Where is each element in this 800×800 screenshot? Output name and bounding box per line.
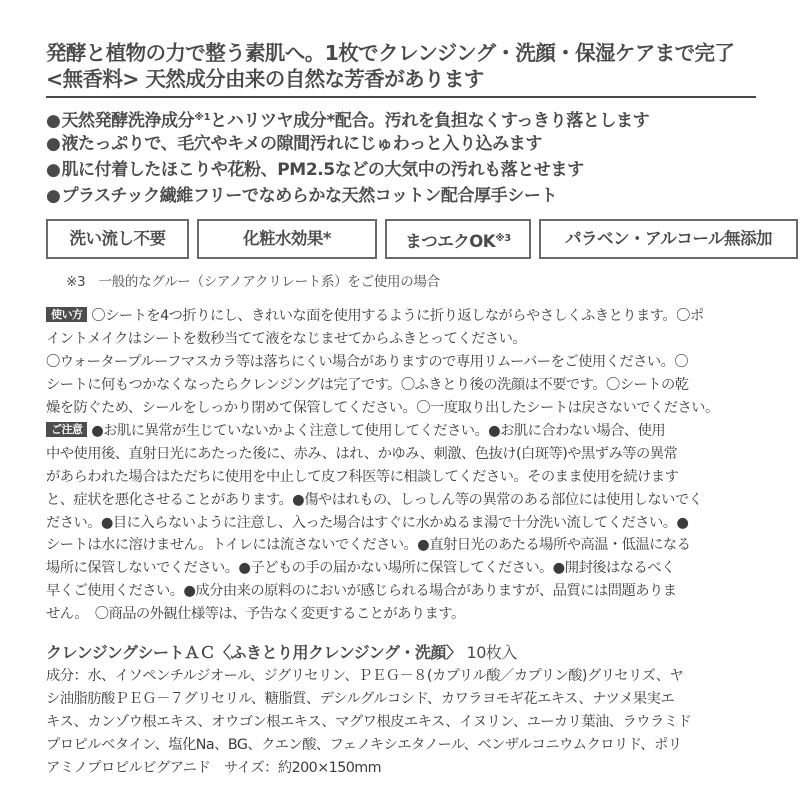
header-divider bbox=[46, 96, 756, 98]
caution-line: ご注意 ●お肌に異常が生じていないかよく注意して使用してください。●お肌に合わない場合、使用 bbox=[46, 420, 766, 443]
ingredients-line: シ油脂肪酸ＰＥＧ－７グリセリル、糖脂質、デシルグルコシド、カワラヨモギ花エキス、ナツメ果実エ bbox=[46, 690, 675, 707]
badge-lash-extension-ok: まつエクOK$^{※3}$ bbox=[385, 219, 531, 259]
headline-primary: 発酵と植物の力で整う素肌へ。1枚でクレンジング・洗顔・保湿ケアまで完了 bbox=[46, 41, 735, 65]
usage-line: 使い方 〇シートを4つ折りにし、きれいな面を使用するように折り返しながらやさしくふきとります。〇ポ bbox=[46, 305, 766, 328]
usage-line: 燥を防ぐため、シールをしっかり閉めて保管してください。〇一度取り出したシートは戻さないでください。 bbox=[46, 399, 719, 416]
caution-line: と、症状を悪化させることがあります。●傷やはれもの、しっしん等の異常のある部位には使用しないでく bbox=[46, 491, 703, 508]
feature-item-cleansing: ●天然発酵洗浄成分$^{※1}$とハリツヤ成分*配合。汚れを負担なくすっきり落とします bbox=[46, 111, 650, 131]
footnote-3: ※3 一般的なグルー（シアノアクリレート系）をご使用の場合 bbox=[66, 274, 440, 290]
badge-no-rinse: 洗い流し不要 bbox=[46, 219, 189, 259]
usage-section bbox=[46, 305, 766, 419]
ingredients-line: キス、カンゾウ根エキス、オウゴン根エキス、マグワ根皮エキス、イヌリン、ユーカリ葉油、ラウラミド bbox=[46, 713, 692, 730]
ingredients-line: プロピルベタイン、塩化Na、BG、クエン酸、フェノキシエタノール、ベンザルコニウムクロリド、ポリ bbox=[46, 736, 682, 753]
caution-line: 中や使用後、直射日光にあたった後に、赤み、はれ、かゆみ、刺激、色抜け(白斑等)や黒ずみ等の異常 bbox=[46, 445, 678, 462]
feature-item-sheet: ●プラスチック繊維フリーでなめらかな天然コットン配合厚手シート bbox=[46, 186, 558, 206]
caution-tag: ご注意 bbox=[46, 422, 87, 437]
usage-line: シートに何もつかなくなったらクレンジングは完了です。〇ふきとり後の洗顔は不要です。〇シートの乾 bbox=[46, 376, 689, 393]
ingredients-line: 成分：水、イソペンチルジオール、ジグリセリン、ＰＥＧ－８(カプリル酸／カプリン酸)グリセリズ、ヤ bbox=[46, 668, 684, 684]
feature-item-pores: ●液たっぷりで、毛穴やキメの隙間汚れにじゅわっと入り込みます bbox=[46, 134, 542, 154]
caution-line: があらわれた場合はただちに使用を中止して皮フ科医等に相談してください。そのまま使用を続けます bbox=[46, 468, 679, 485]
caution-section bbox=[46, 420, 766, 626]
feature-item-pollutants: ●肌に付着したほこりや花粉、PM2.5などの大気中の汚れも落とせます bbox=[46, 160, 584, 180]
ingredients-list bbox=[46, 665, 766, 779]
product-count: 10枚入 bbox=[466, 643, 517, 662]
ingredients-line: アミノプロピルビグアニド サイズ：約200×150mm bbox=[46, 759, 382, 776]
caution-line: シートは水に溶けません。トイレには流さないでください。●直射日光のあたる場所や高温・低温になる bbox=[46, 537, 691, 554]
caution-line: せん。 〇商品の外観仕様等は、予告なく変更することがあります。 bbox=[46, 606, 465, 623]
caution-line: 早くご使用ください。●成分由来の原料のにおいが感じられる場合がありますが、品質には問題ありま bbox=[46, 583, 677, 600]
headline-fragrance: <無香料> 天然成分由来の自然な芳香があります bbox=[46, 67, 484, 91]
usage-line: イントメイクはシートを数秒当てて液をなじませてからふきとってください。 bbox=[46, 330, 527, 347]
caution-line: 場所に保管しないでください。●子どもの手の届かない場所に保管してください。●開封後はなるべく bbox=[46, 560, 675, 577]
badge-paraben-alcohol-free: パラベン・アルコール無添加 bbox=[539, 219, 798, 259]
caution-line: ださい。●目に入らないように注意し、入った場合はすぐに水かぬるま湯で十分洗い流してください。● bbox=[46, 514, 689, 531]
usage-line: 〇ウォータープルーフマスカラ等は落ちにくい場合がありますので専用リムーバーをご使用ください。〇 bbox=[46, 353, 689, 370]
usage-tag: 使い方 bbox=[46, 307, 87, 322]
badge-toner-effect: 化粧水効果* bbox=[197, 219, 377, 259]
product-name: クレンジングシートＡＣ〈ふきとり用クレンジング・洗顔〉 10枚入 bbox=[46, 643, 517, 662]
